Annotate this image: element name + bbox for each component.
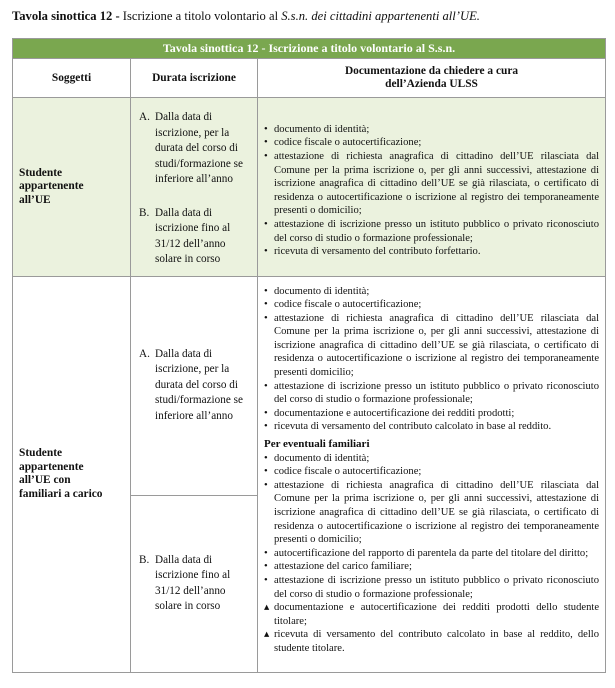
- list-item: • ricevuta di versamento del contributo calcolato in base al reddito.: [264, 420, 599, 434]
- subject-line: Studente: [19, 447, 63, 459]
- option-letter: B.: [139, 206, 150, 219]
- documents-cell: [258, 98, 606, 277]
- column-documentazione: [258, 59, 606, 98]
- option-letter: A.: [139, 111, 150, 123]
- option-text: Dalla data di iscrizione fino al 31/12 dell’anno solare in corso: [155, 553, 231, 612]
- list-item: • documento di identità;: [264, 123, 599, 137]
- column-soggetti: Soggetti: [13, 59, 131, 98]
- subject-line: appartenente: [19, 180, 84, 192]
- duration-option-b: [131, 553, 257, 615]
- family-documents-list: [264, 452, 599, 656]
- option-text: Dalla data di iscrizione, per la durata del corso di studi/formazione se inferiore all’anno: [155, 111, 243, 185]
- subject-cell: [13, 98, 131, 277]
- list-item: • attestazione di richiesta anagrafica di cittadino dell’UE rilasciata dal Comune per la prima iscrizione o, per gli anni successivi, attestazione di iscrizione anagrafica di cittadino dell’UE se già rilasciata, o certificato di residenza o autocertificazione o iscrizione al registro dei temporaneamente presenti o domicilio;: [264, 150, 599, 218]
- subject-line: familiari a carico: [19, 487, 103, 500]
- duration-option-a: [131, 347, 257, 425]
- list-item: • attestazione di richiesta anagrafica di cittadino dell’UE rilasciata dal Comune per la prima iscrizione o, per gli anni successivi, attestazione di iscrizione anagrafica di cittadino dell’UE se già rilasciata, o certificato di residenza o autocertificazione o iscrizione al registro dei temporaneamente presenti domicilio;: [264, 312, 599, 380]
- subject-line: appartenente: [19, 460, 84, 473]
- duration-option-a-box: [131, 277, 257, 496]
- list-item: • documento di identità;: [264, 452, 599, 466]
- list-item: • attestazione di iscrizione presso un istituto pubblico o privato riconosciuto del corso di studio o formazione professionale;: [264, 574, 599, 601]
- documents-cell: [258, 276, 606, 672]
- list-item: • codice fiscale o autocertificazione;: [264, 465, 599, 479]
- duration-option-a: [131, 98, 257, 188]
- duration-option-b: [131, 188, 257, 276]
- caption-label: Tavola sinottica 12 -: [12, 9, 120, 23]
- list-item: • documento di identità;: [264, 285, 599, 299]
- list-item: • attestazione di iscrizione presso un istituto pubblico o privato riconosciuto del corso di studio o formazione professionale;: [264, 218, 599, 245]
- list-item: • codice fiscale o autocertificazione;: [264, 136, 599, 150]
- duration-cell: [131, 98, 258, 277]
- list-item: • attestazione di richiesta anagrafica di cittadino dell’UE rilasciata dal Comune per la prima iscrizione o, per gli anni successivi, attestazione di iscrizione anagrafica di cittadino dell’UE se già rilasciata, o certificato di residenza o autocertificazione o iscrizione al registro dei temporaneamente presenti o domicilio;: [264, 479, 599, 547]
- option-text: Dalla data di iscrizione fino al 31/12 dell’anno solare in corso: [155, 206, 231, 265]
- list-item: • ricevuta di versamento del contributo forfettario.: [264, 245, 599, 259]
- column-durata: Durata iscrizione: [131, 59, 258, 98]
- table-row: [13, 98, 606, 277]
- column-documentazione-line2: dell’Azienda ULSS: [385, 78, 478, 90]
- list-item: • attestazione di iscrizione presso un istituto pubblico o privato riconosciuto del corso di studio o formazione professionale;: [264, 380, 599, 407]
- caption-italic: S.s.n. dei cittadini appartenenti all’UE.: [281, 9, 480, 23]
- synoptic-table: [12, 38, 606, 673]
- documents-list: [264, 123, 599, 259]
- list-item: • documentazione e autocertificazione dei redditi prodotti;: [264, 407, 599, 421]
- option-letter: A.: [139, 347, 150, 360]
- subject-cell: [13, 276, 131, 672]
- subject-line: all’UE: [19, 193, 51, 206]
- table-caption: [12, 9, 480, 24]
- list-item: • codice fiscale o autocertificazione;: [264, 298, 599, 312]
- duration-option-b-box: [131, 496, 257, 672]
- list-item: • attestazione del carico familiare;: [264, 560, 599, 574]
- table-row: [13, 276, 606, 672]
- column-documentazione-line1: Documentazione da chiedere a cura: [344, 65, 519, 77]
- list-item: ▴ documentazione e autocertificazione dei redditi prodotti dello studente titolare;: [264, 601, 599, 628]
- option-text: Dalla data di iscrizione, per la durata del corso di studi/formazione se inferiore all’anno: [155, 347, 243, 422]
- subject-line: Studente: [19, 166, 63, 179]
- duration-cell: [131, 276, 258, 672]
- documents-list: [264, 285, 599, 435]
- list-item: • autocertificazione del rapporto di parentela da parte del titolare del diritto;: [264, 547, 599, 561]
- option-letter: B.: [139, 553, 150, 566]
- table-header: Tavola sinottica 12 - Iscrizione a titolo volontario al S.s.n.: [13, 39, 606, 59]
- subject-line: all’UE con: [19, 474, 71, 486]
- caption-text: Iscrizione a titolo volontario al: [122, 9, 279, 23]
- list-item: ▴ ricevuta di versamento del contributo calcolato in base al reddito, dello studente titolare.: [264, 628, 599, 655]
- family-section-title: Per eventuali familiari: [264, 438, 370, 451]
